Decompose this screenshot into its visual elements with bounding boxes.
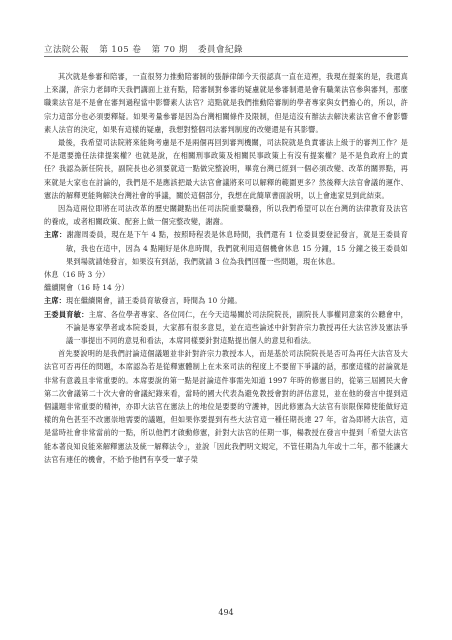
speaker-paragraph bbox=[44, 228, 408, 268]
speaker-label: 主席： bbox=[44, 230, 67, 240]
speech-text: 主席、各位學者專家、各位同仁，在今天這場關於司法院院長，副院長人事權同意案的公聽會中，不論是專家學者或本院委員，大家都有很多意見，並在這些論述中針對許宗力教授再任大法官涉及憲法爭議一事提出不同的意見和看法，本席同樣要針對這點提出個人的意見和看法。 bbox=[66, 309, 408, 346]
speaker-label: 王委員育敏： bbox=[44, 309, 89, 319]
page-header bbox=[44, 43, 250, 55]
speaker-paragraph bbox=[44, 308, 408, 348]
speech-text: 現在繼續開會，請王委員育敏發言，時間為 10 分鐘。 bbox=[66, 296, 242, 306]
session-note: 繼續開會（16 時 14 分） bbox=[44, 283, 129, 293]
section-name: 委員會紀錄 bbox=[198, 45, 244, 55]
body-paragraph: 其次就是參審和陪審，一直很努力推動陪審制的張靜律師今天很認真一直在這裡，我現在提案的是，我還真上來講，許宗力老師昨天我們講面上並有點，陪審制對參審的疑慮就是參審制還是會有職業法官參與審判，那麼職業法官是不是會在審判過程當中影響素人法官？這點就是我們推動陪審制的學者專家與女們擔心的，所以，許宗力這部分也必須要釋疑。如果考量參審是因為台灣相關條件及限制，但是這沒有辦法去解決素法官會不會影響素人法官的決定，如果有這樣的疑慮，我想對整個司法審判制度的改變還是有其影響。 bbox=[44, 72, 408, 134]
body-paragraph: 首先要說明的是我們討論這個議題並非針對許宗力教授本人，而是基於司法院院長是否可為再任大法官及大法官可否再任的問題，本席認為若是從釋憲體制上在未來司法的程度上不要留下爭議的話，那麼這樣的討論就是非常有意義且非常重要的。本席要說的第一點是討論這件事需先知道 1997 年時的修憲目的，從第三屆國民大會第二次會議第二十次大會的會議紀錄來看，當時的國大代表為避免教授會對的評估意見，並在他的發言中提到這個議題非常重要的精神，亦即大法官在憲法上的地位是要要的守護神，因此修憲為大法官有崇限保障使能做好這樣的角色甚至不改憲崇地需要的議題，但如果你要提到有些大法官這一種任期長達 27 年，省為即將大法官，這是當時社會非常當前的一點，所以他們才啟動修憲，針對大法官的任期一事，楊教授在發言中提到「希望大法官能本著良知良能來解釋憲法及統一解釋法令」，並說「因此我們明文規定，不管任期為九年或十二年，都不能讓大法官有連任的機會，不給予他們有享受一輩子榮 bbox=[44, 349, 408, 464]
volume-number: 第 105 卷 bbox=[99, 45, 142, 55]
page-number: 494 bbox=[218, 608, 234, 617]
publication-name: 立法院公報 bbox=[44, 45, 90, 55]
speaker-paragraph bbox=[44, 294, 408, 307]
body-paragraph: 因為這兩位即將在司法改革的歷史關鍵點出任司法院重要職務，所以我們希望可以在台灣的法律教育及法官的養成，或者相關政策、配套上做一個完整改變，謝謝。 bbox=[44, 204, 408, 227]
header-divider bbox=[44, 56, 408, 57]
session-note: 休息（16 時 3 分） bbox=[44, 270, 110, 280]
issue-number: 第 70 期 bbox=[151, 45, 188, 55]
speech-text: 謝謝周委員，現在是下午 4 點，按照時程表是休息時間，我們還有 1 位委員要登記發言，就是王委員育敏，我也在這中，因為 4 點剛好是休息時間，我們就利用這個機會休息 15 分鐘，15 分鐘之後王委員如果到場就請她發言，如果沒有到話，我們就請 3 位為我們回覆一些問題，現在休息。 bbox=[66, 230, 409, 266]
speaker-label: 主席： bbox=[44, 296, 67, 306]
document-body bbox=[44, 70, 408, 466]
body-paragraph: 最後，我希望司法院將來能夠考慮是不是兩個再回到審判機關，司法院就是負責審法上級于的審判工作？是不是還要擔任法律提案權？也就是說，在相關刑事政策及相關民事政策上有沒有提案權？是不是負政府上的責任？我認為新任院長，副院長也必須要就這一點做完整說明，畢竟台灣已經到一個必須改變、改革的關界點，再來就是大家也在討論的，我們是不是應該把最大法官會議將來可以解釋的範圍更多？然後釋大法官會議的運作、憲法的解釋更能夠解決台灣社會的爭議，關於這個部分，我想在此簡單書面說明，以上會進家見到此結束。 bbox=[44, 138, 408, 200]
